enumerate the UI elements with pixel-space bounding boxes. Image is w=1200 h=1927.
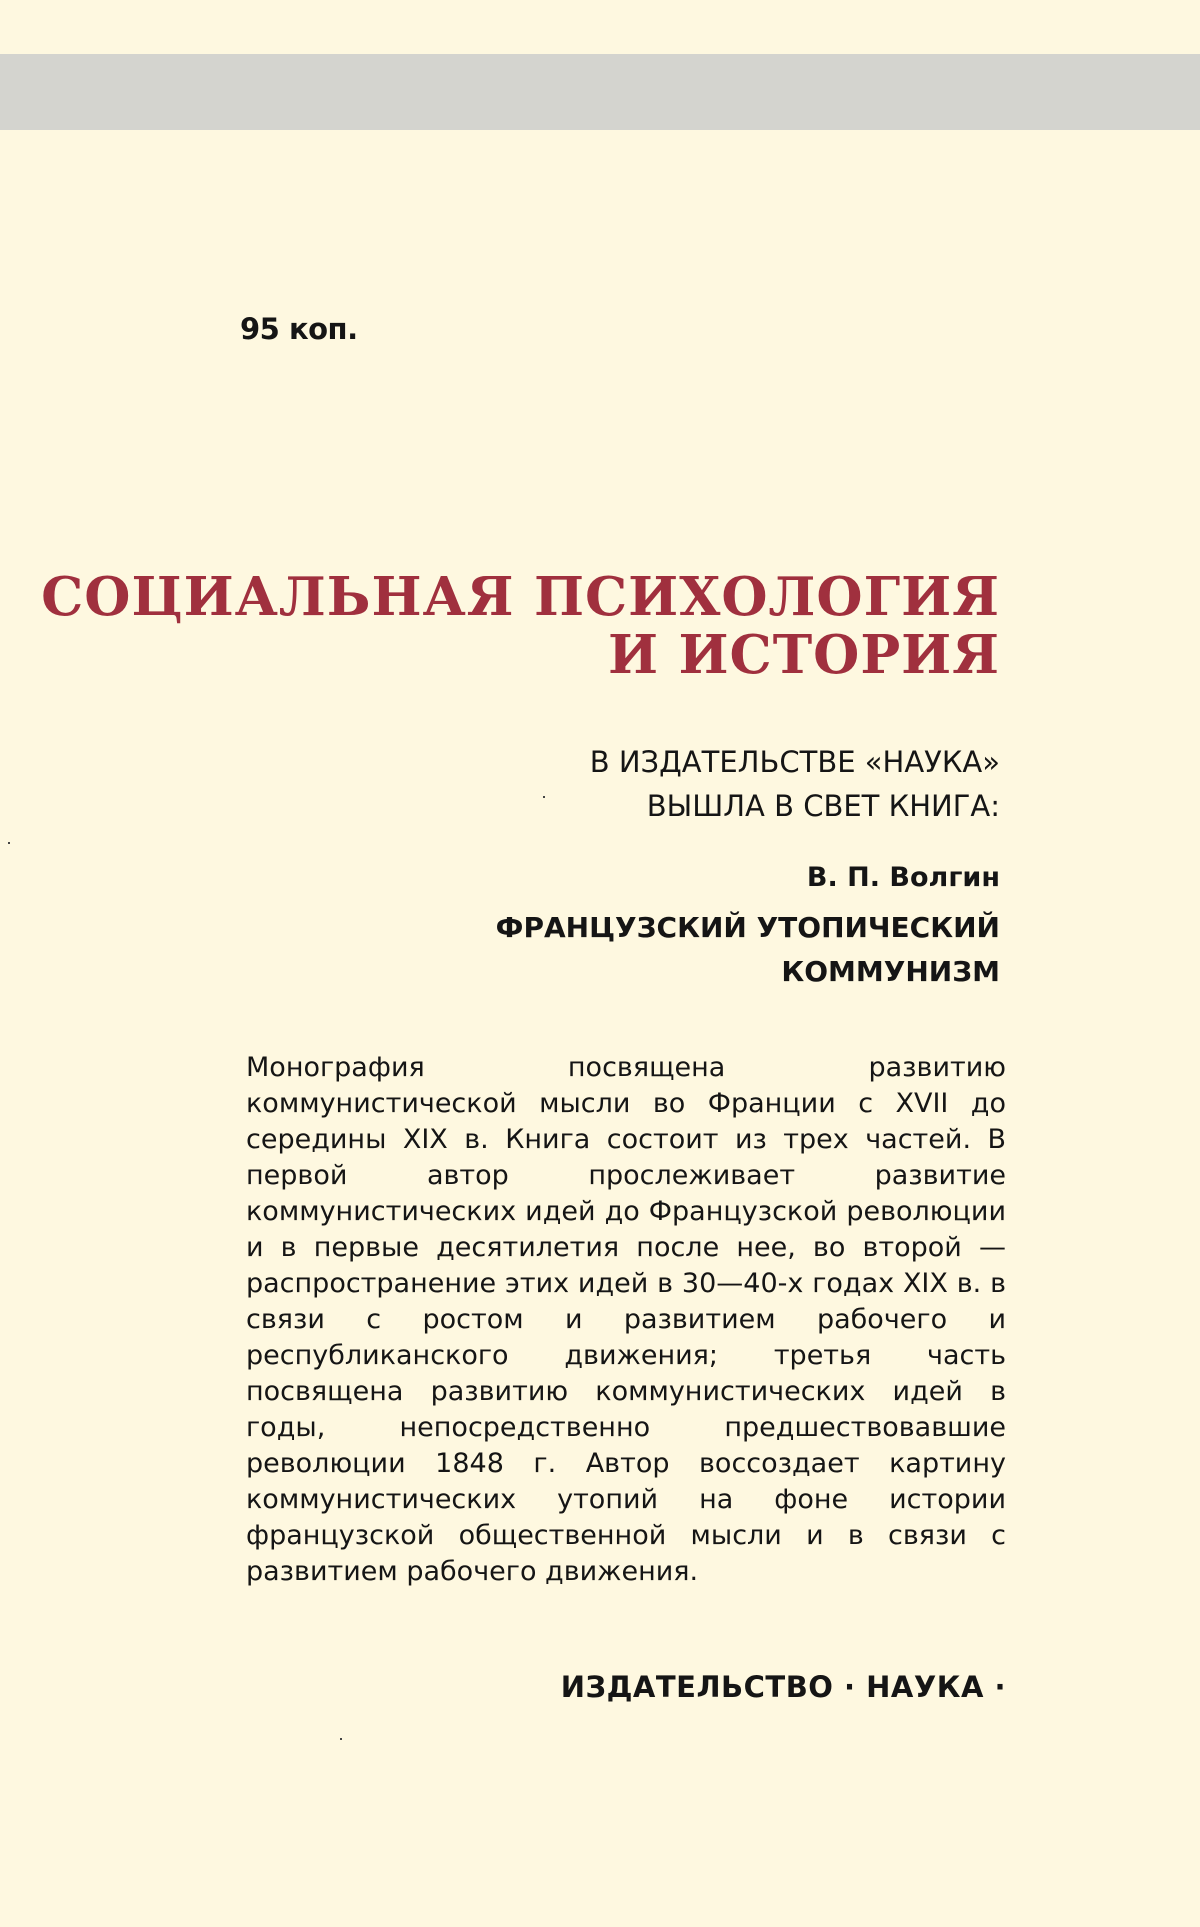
- book-author: В. П. Волгин: [806, 862, 1000, 893]
- series-title-line-1: СОЦИАЛЬНАЯ ПСИХОЛОГИЯ: [41, 566, 1000, 628]
- price-label: 95 коп.: [240, 312, 358, 346]
- scan-header-band: [0, 54, 1200, 130]
- announcement-line-2: ВЫШЛА В СВЕТ КНИГА:: [646, 789, 1000, 823]
- book-title-line-2: КОММУНИЗМ: [781, 955, 1000, 988]
- book-title: [496, 906, 1000, 994]
- book-description: Монография посвящена развитию коммунистической мысли во Франции с XVII до середины XIX в. Книга состоит из трех частей. В первой автор прослеживает развитие коммунистических идей до Французской революции и в первые десятилетия после нее, во второй — распространение этих идей в 30—40-х годах XIX в. в связи с ростом и развитием рабочего и республиканского движения; третья часть посвящена развитию коммунистических идей в годы, непосредственно предшествовавшие революции 1848 г. Автор воссоздает картину коммунистических утопий на фоне истории французской общественной мысли и в связи с развитием рабочего движения.: [246, 1052, 1006, 1587]
- announcement: [590, 740, 1000, 828]
- announcement-line-1: В ИЗДАТЕЛЬСТВЕ «НАУКА»: [589, 745, 1000, 779]
- scan-speck: [8, 842, 10, 844]
- publisher-imprint: ИЗДАТЕЛЬСТВО · НАУКА ·: [560, 1670, 1006, 1704]
- series-title-line-2: И ИСТОРИЯ: [607, 624, 1000, 686]
- scan-speck: [543, 796, 545, 798]
- scan-speck: [340, 1738, 342, 1740]
- series-title: [41, 568, 1000, 684]
- book-title-line-1: ФРАНЦУЗСКИЙ УТОПИЧЕСКИЙ: [495, 911, 1000, 944]
